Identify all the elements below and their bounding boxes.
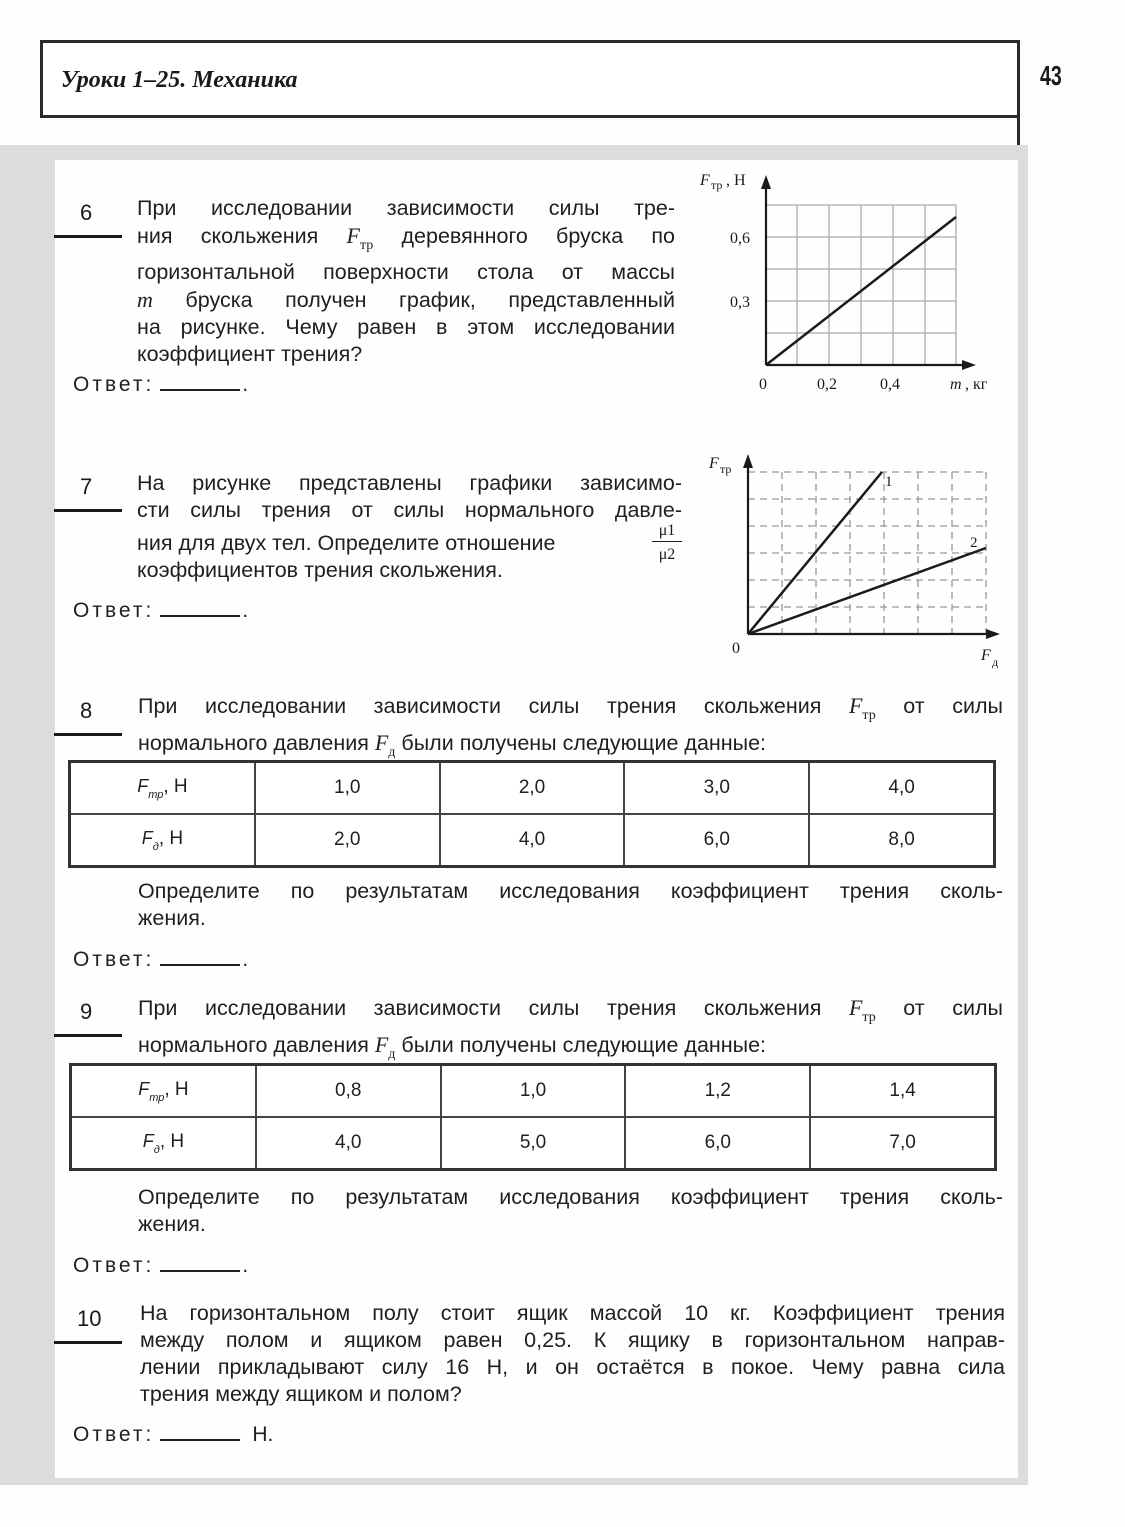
- task-rule: [54, 235, 122, 238]
- table-cell: 6,0: [624, 814, 809, 867]
- mu-ratio-fraction: $\frac{\mu 1}{\mu 2}$: [652, 522, 682, 564]
- table-cell: 4,0: [256, 1117, 441, 1170]
- svg-text:0,2: 0,2: [817, 376, 837, 393]
- answer-field[interactable]: Ответ: .: [73, 1254, 249, 1277]
- table-cell: 1,0: [441, 1065, 626, 1118]
- text-line: нормального давления $F_д$ были получены следующие данные:: [138, 730, 767, 760]
- task-9-question: [138, 1184, 1003, 1238]
- text-line: на рисунке. Чему равен в этом исследовании: [137, 315, 675, 339]
- page-number: 43: [1040, 60, 1062, 91]
- task-number: 8: [80, 698, 93, 723]
- task-8-text: [138, 692, 1003, 766]
- task-7-text: [137, 470, 682, 584]
- chart-friction-vs-normal-force: [700, 448, 1020, 678]
- text-line: нормального давления $F_д$ были получены следующие данные:: [138, 1032, 767, 1062]
- table-row: [70, 814, 995, 867]
- answer-field[interactable]: Ответ: Н.: [73, 1423, 274, 1446]
- task-rule: [54, 1341, 122, 1344]
- table-cell: 8,0: [809, 814, 994, 867]
- text-line: На горизонтальном полу стоит ящик массой 10 кг. Коэффициент трения: [140, 1301, 1005, 1325]
- task-9-text: [138, 994, 1003, 1068]
- svg-text:тр: тр: [711, 178, 723, 192]
- answer-label: Ответ:: [73, 1423, 155, 1446]
- answer-blank[interactable]: [160, 946, 240, 966]
- row-header: $F_{тр}$, Н: [70, 762, 255, 815]
- text-line: Определите по результатам исследования коэффициент трения сколь-: [138, 879, 1003, 903]
- svg-text:0: 0: [759, 376, 767, 393]
- svg-text:F: F: [981, 647, 991, 664]
- table-cell: 4,0: [809, 762, 994, 815]
- task-number: 7: [80, 474, 93, 499]
- svg-text:0: 0: [732, 640, 740, 657]
- table-cell: 7,0: [810, 1117, 995, 1170]
- table-row: [71, 1065, 996, 1118]
- text-line: m бруска получен график, представленный: [137, 287, 675, 312]
- task-rule: [54, 1034, 122, 1037]
- row-header: $F_д$, Н: [71, 1117, 256, 1170]
- svg-text:F: F: [709, 455, 719, 472]
- task-rule: [54, 733, 122, 736]
- task-rule: [54, 509, 122, 512]
- table-cell: 1,0: [255, 762, 440, 815]
- answer-blank[interactable]: [160, 597, 240, 617]
- text-line: лении прикладывают силу 16 Н, и он остаётся в покое. Чему равна сила: [140, 1355, 1005, 1379]
- svg-text:, кг: , кг: [965, 376, 988, 393]
- answer-label: Ответ:: [73, 599, 155, 622]
- text-line: коэффициент трения?: [137, 342, 363, 366]
- svg-text:0,3: 0,3: [730, 294, 750, 311]
- page-header: [40, 40, 1020, 118]
- svg-text:0,6: 0,6: [730, 230, 750, 247]
- table-row: [70, 762, 995, 815]
- table-row: [71, 1117, 996, 1170]
- task-number: 10: [77, 1306, 102, 1331]
- svg-text:тр: тр: [720, 462, 732, 476]
- data-table-task-9: [69, 1063, 997, 1171]
- text-line: между полом и ящиком равен 0,25. К ящику в горизонтальном направ-: [140, 1328, 1005, 1352]
- answer-label: Ответ:: [73, 1254, 155, 1277]
- answer-field[interactable]: Ответ: .: [73, 373, 249, 396]
- row-header: $F_{тр}$, Н: [71, 1065, 256, 1118]
- table-cell: 5,0: [441, 1117, 626, 1170]
- svg-text:, Н: , Н: [726, 172, 746, 189]
- table-cell: 0,8: [256, 1065, 441, 1118]
- row-header: $F_д$, Н: [70, 814, 255, 867]
- answer-blank[interactable]: [160, 1421, 240, 1441]
- task-8-question: [138, 878, 1003, 932]
- svg-text:2: 2: [970, 535, 978, 551]
- task-number: 6: [80, 200, 93, 225]
- table-cell: 1,4: [810, 1065, 995, 1118]
- table-cell: 2,0: [440, 762, 625, 815]
- text-line: коэффициентов трения скольжения.: [137, 558, 503, 582]
- answer-field[interactable]: Ответ: .: [73, 599, 249, 622]
- table-cell: 6,0: [625, 1117, 810, 1170]
- svg-text:0,4: 0,4: [880, 376, 900, 393]
- answer-label: Ответ:: [73, 948, 155, 971]
- table-cell: 2,0: [255, 814, 440, 867]
- answer-blank[interactable]: [160, 371, 240, 391]
- table-cell: 3,0: [624, 762, 809, 815]
- task-10-text: [140, 1300, 1005, 1408]
- text-line: трения между ящиком и полом?: [140, 1382, 462, 1406]
- chart-friction-vs-mass: [680, 165, 1020, 405]
- text-line: жения.: [138, 1212, 206, 1236]
- svg-text:1: 1: [885, 474, 893, 490]
- text-line: При исследовании зависимости силы тре-: [137, 196, 675, 220]
- text-line: горизонтальной поверхности стола от массы: [137, 260, 675, 284]
- svg-text:д: д: [992, 655, 999, 669]
- task-6-text: [137, 195, 675, 368]
- text-line: ния для двух тел. Определите отношение: [137, 531, 556, 555]
- text-line: сти силы трения от силы нормального давле-: [137, 498, 682, 522]
- data-table-task-8: [68, 760, 996, 868]
- text-line: жения.: [138, 906, 206, 930]
- answer-label: Ответ:: [73, 373, 155, 396]
- text-line: При исследовании зависимости силы трения скольжения $F_{тр}$ от силы: [138, 995, 1003, 1025]
- text-line: При исследовании зависимости силы трения скольжения $F_{тр}$ от силы: [138, 693, 1003, 723]
- table-cell: 1,2: [625, 1065, 810, 1118]
- answer-blank[interactable]: [160, 1252, 240, 1272]
- text-line: Определите по результатам исследования коэффициент трения сколь-: [138, 1185, 1003, 1209]
- text-line: На рисунке представлены графики зависимо-: [137, 471, 682, 495]
- table-cell: 4,0: [440, 814, 625, 867]
- task-number: 9: [80, 999, 93, 1024]
- svg-text:F: F: [700, 172, 710, 189]
- header-rule: [1017, 115, 1020, 145]
- text-line: ния скольжения $F_{тр}$ деревянного бруска по: [137, 223, 675, 253]
- section-title: Уроки 1–25. Механика: [61, 67, 298, 93]
- svg-text:m: m: [950, 376, 962, 393]
- answer-field[interactable]: Ответ: .: [73, 948, 249, 971]
